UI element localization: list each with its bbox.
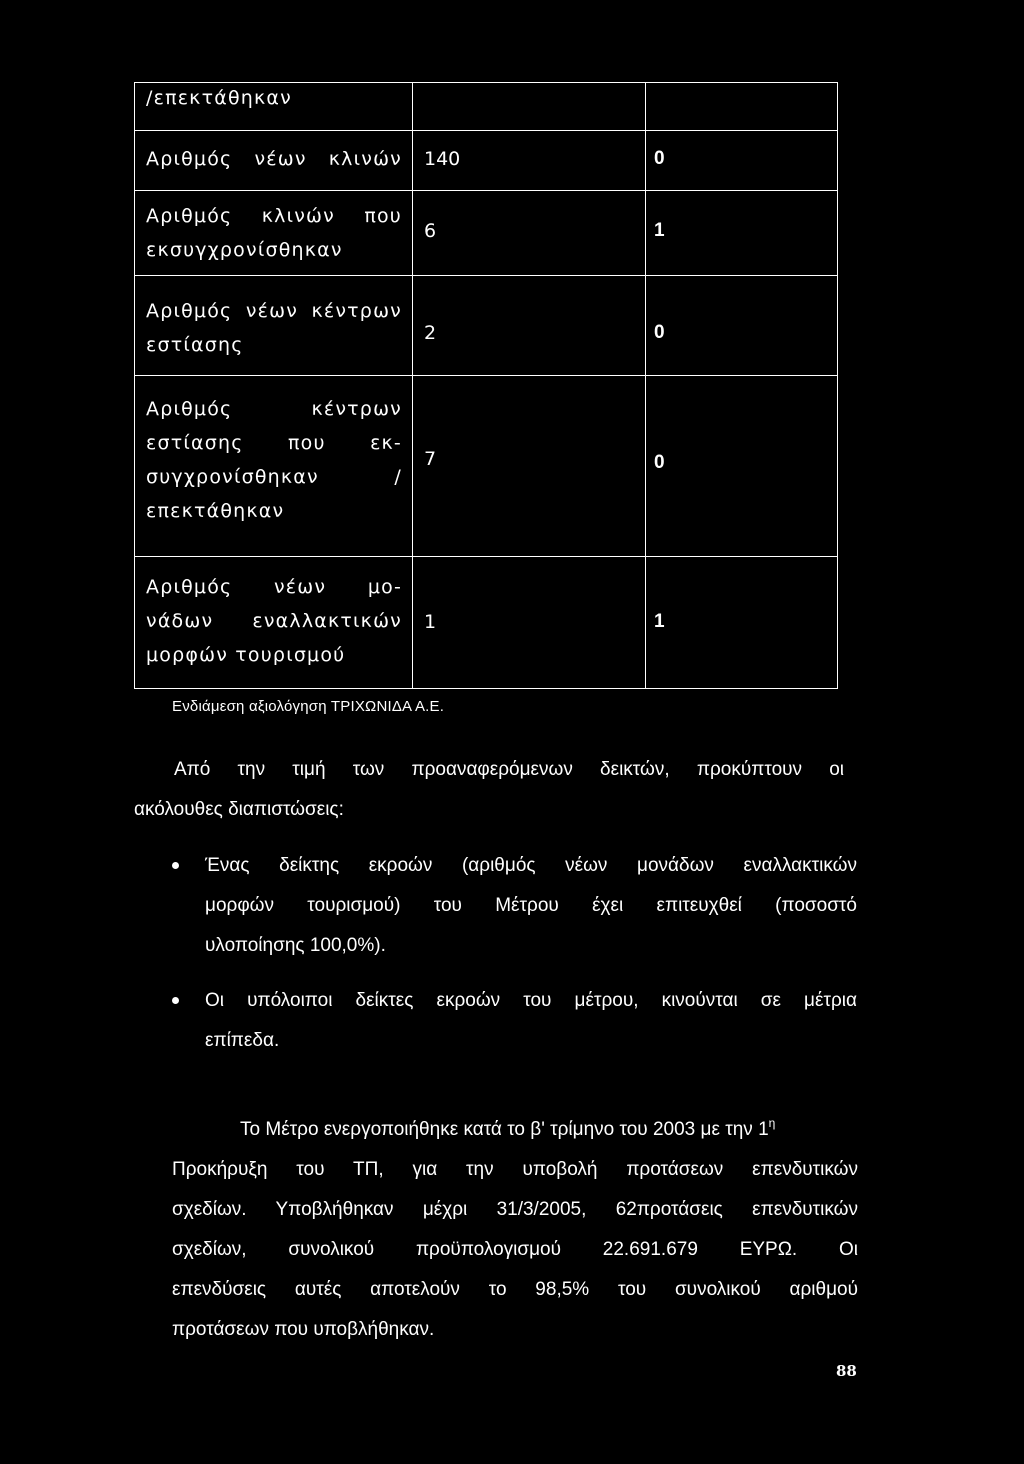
label-line: Αριθμός νέων κέντρων: [146, 300, 402, 322]
text-line: Ένας δείκτης εκροών (αριθμός νέων μονάδων εναλλακτικών: [205, 855, 857, 876]
closing-paragraph: [172, 1103, 858, 1350]
text-line: σχεδίων, συνολικού προϋπολογισμού 22.691.679 ΕΥΡΩ. Οι: [172, 1239, 858, 1260]
table-border-left: [134, 82, 135, 689]
text-line: μορφών τουρισμού) του Μέτρου έχει επιτευχθεί (ποσοστό: [205, 895, 857, 916]
row-divider: [134, 375, 838, 376]
bullet-icon: [172, 997, 179, 1004]
table-border-right: [837, 82, 838, 689]
text-line: προτάσεων που υποβλήθηκαν.: [172, 1319, 435, 1340]
text-line: Προκήρυξη του ΤΠ, για την υποβολή προτάσεων επενδυτικών: [172, 1159, 858, 1180]
table-row-label: [146, 570, 402, 672]
text-line: σχεδίων. Υποβλήθηκαν μέχρι 31/3/2005, 62προτάσεις επενδυτικών: [172, 1199, 858, 1220]
table-cell-value: 2: [424, 322, 437, 344]
text-line: Οι υπόλοιποι δείκτες εκροών του μέτρου, κινούνται σε μέτρια: [205, 990, 857, 1011]
text-line: επενδύσεις αυτές αποτελούν το 98,5% του συνολικού αριθμού: [172, 1279, 858, 1300]
text-fragment: Το Μέτρο ενεργοποιήθηκε κατά το β' τρίμηνο του 2003 με την 1: [240, 1119, 769, 1140]
label-line: επεκτάθηκαν: [146, 500, 285, 522]
table-row-label: [146, 81, 402, 115]
row-divider: [134, 556, 838, 557]
label-line: Αριθμός κέντρων: [146, 398, 402, 420]
label-line: μορφών τουρισμού: [146, 644, 346, 666]
table-cell-value: 1: [654, 220, 665, 241]
label-line: νάδων εναλλακτικών: [146, 610, 402, 632]
page-number: 88: [836, 1362, 857, 1380]
label-line: εστίασης: [146, 334, 244, 356]
table-cell-value: 1: [424, 611, 437, 633]
label-line: συγχρονίσθηκαν /: [146, 466, 402, 488]
table-cell-value: 140: [424, 148, 461, 170]
label-line: εκσυγχρονίσθηκαν: [146, 239, 343, 261]
row-divider: [134, 130, 838, 131]
table-cell-value: 0: [654, 322, 665, 343]
table-border-bottom: [134, 688, 838, 689]
bullet-item: [205, 846, 857, 966]
table-cell-value: 0: [654, 148, 665, 169]
table-cell-value: 0: [654, 452, 665, 473]
bullet-item: [205, 981, 857, 1061]
table-row-label: [146, 392, 402, 528]
table-row-label: [146, 199, 402, 267]
table-caption: Ενδιάμεση αξιολόγηση ΤΡΙΧΩΝΙΔΑ Α.Ε.: [172, 698, 445, 715]
column-divider: [412, 82, 413, 689]
table-cell-value: 6: [424, 220, 437, 242]
intro-paragraph: [134, 750, 844, 830]
label-line: Αριθμός νέων μο-: [146, 576, 402, 598]
text-line: [172, 1103, 858, 1150]
label-line: /επεκτάθηκαν: [146, 87, 292, 109]
table-cell-value: 7: [424, 448, 437, 470]
indicator-table: [134, 82, 838, 689]
label-line: Αριθμός νέων κλινών: [146, 148, 402, 170]
table-cell-value: 1: [654, 611, 665, 632]
text-line: επίπεδα.: [205, 1030, 280, 1051]
row-divider: [134, 275, 838, 276]
table-row-label: [146, 294, 402, 362]
text-line: υλοποίησης 100,0%).: [205, 935, 386, 956]
text-line: ακόλουθες διαπιστώσεις:: [134, 799, 344, 820]
label-line: Αριθμός κλινών που: [146, 205, 402, 227]
bullet-icon: [172, 862, 179, 869]
column-divider: [645, 82, 646, 689]
label-line: εστίασης που εκ-: [146, 432, 402, 454]
superscript: η: [768, 1116, 776, 1130]
text-line: Από την τιμή των προαναφερόμενων δεικτών, προκύπτουν οι: [174, 759, 844, 780]
table-row-label: [146, 142, 402, 176]
row-divider: [134, 190, 838, 191]
